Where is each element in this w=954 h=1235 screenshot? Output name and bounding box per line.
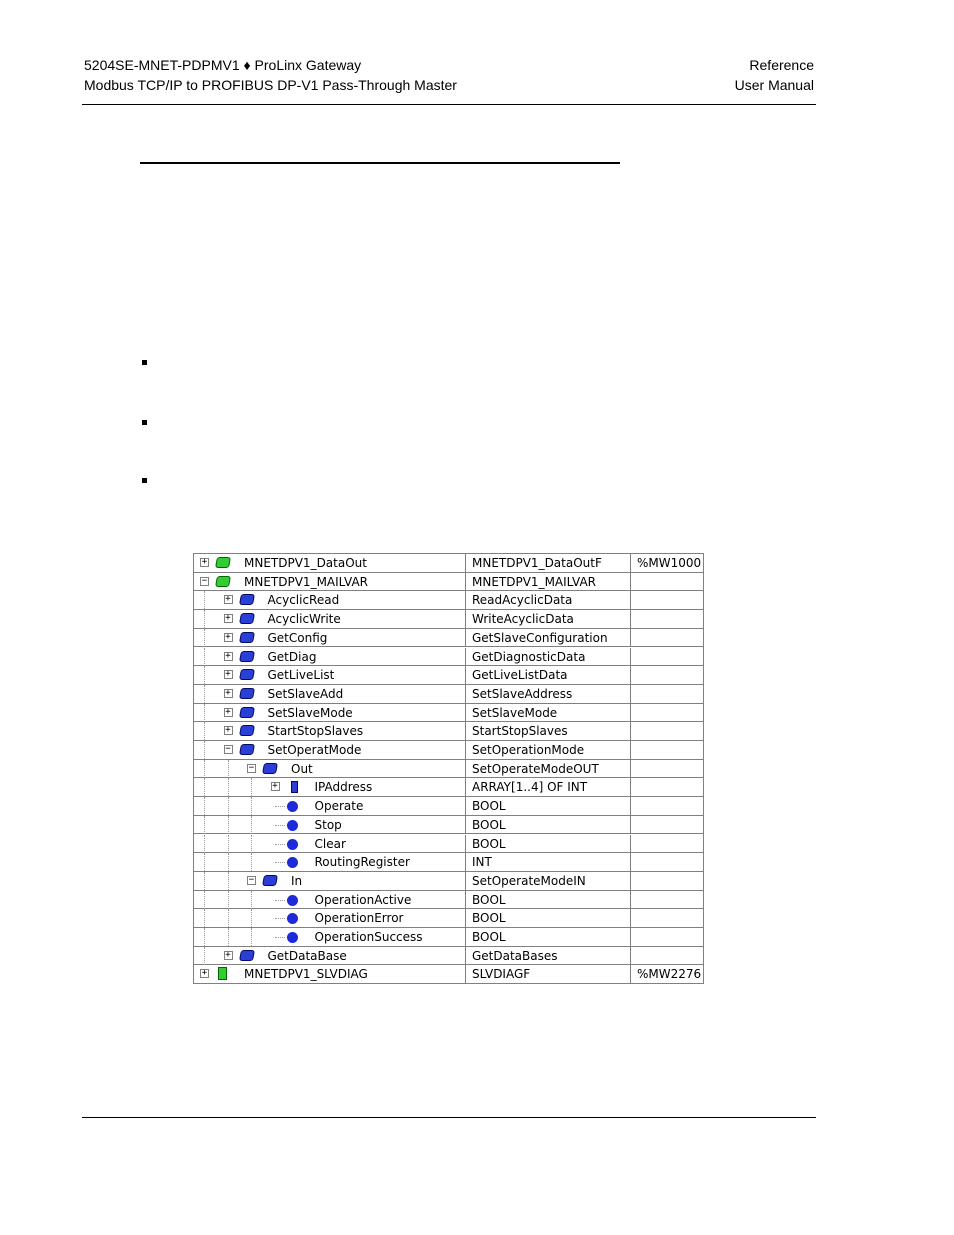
struct-blue-icon	[239, 744, 255, 755]
tree-row[interactable]	[194, 797, 703, 816]
tree-address-cell	[630, 872, 703, 890]
tree-address-cell	[630, 797, 703, 815]
tree-name-cell	[194, 704, 465, 722]
tree-name-cell	[194, 872, 465, 890]
tree-name-cell	[194, 778, 465, 796]
tree-row[interactable]	[194, 778, 703, 797]
tree-guide-line	[228, 891, 229, 909]
tree-variable-name: IPAddress	[314, 780, 373, 795]
tree-row[interactable]	[194, 666, 703, 685]
tree-type-cell: BOOL	[465, 928, 630, 946]
expand-icon[interactable]: +	[225, 706, 231, 717]
tree-type-cell: SetOperationMode	[465, 741, 630, 759]
section-title-rule	[140, 162, 620, 164]
tree-guide-line	[228, 853, 229, 871]
tree-variable-name: GetDataBase	[267, 948, 347, 963]
tree-variable-name: GetConfig	[267, 630, 328, 645]
tree-guide-line	[204, 835, 205, 853]
collapse-icon[interactable]: −	[248, 874, 255, 885]
header-rule	[82, 104, 816, 105]
tree-row[interactable]	[194, 909, 703, 928]
struct-green-icon	[215, 557, 231, 568]
tree-row[interactable]	[194, 872, 703, 891]
tree-row[interactable]	[194, 947, 703, 966]
tree-type-cell: SLVDIAGF	[465, 965, 630, 984]
struct-blue-icon	[239, 688, 255, 699]
tree-variable-name: OperationSuccess	[314, 930, 423, 944]
tree-name-cell	[194, 891, 465, 909]
tree-guide-line	[204, 722, 205, 740]
tree-variable-name: AcyclicWrite	[267, 612, 341, 627]
tree-variable-name: RoutingRegister	[314, 855, 410, 870]
tree-address-cell	[630, 853, 703, 871]
tree-row[interactable]	[194, 835, 703, 854]
tree-type-cell: ARRAY[1..4] OF INT	[465, 778, 630, 796]
tree-variable-name: GetDiag	[267, 649, 317, 664]
tree-branch-line	[275, 937, 285, 938]
tree-name-cell	[194, 835, 465, 853]
struct-blue-icon	[239, 613, 255, 624]
tree-guide-line	[251, 891, 252, 909]
tree-guide-line	[251, 835, 252, 853]
tree-guide-line	[228, 872, 229, 890]
tree-row[interactable]	[194, 648, 703, 667]
tree-variable-name: MNETDPV1_MAILVAR	[244, 574, 369, 589]
tree-name-cell	[194, 928, 465, 946]
tree-type-cell: BOOL	[465, 816, 630, 834]
bullet-marker	[142, 360, 147, 365]
tree-guide-line	[251, 797, 252, 815]
tree-guide-line	[228, 797, 229, 815]
struct-blue-icon	[239, 669, 255, 680]
tree-address-cell	[630, 666, 703, 684]
tree-type-cell: WriteAcyclicData	[465, 610, 630, 628]
tree-name-cell	[194, 722, 465, 740]
tree-type-cell: GetSlaveConfiguration	[465, 629, 630, 647]
tree-guide-line	[228, 760, 229, 778]
tree-variable-name: OperationError	[314, 911, 404, 926]
tree-guide-line	[204, 853, 205, 871]
tree-name-cell	[194, 554, 465, 572]
tree-address-cell	[630, 591, 703, 609]
tree-name-cell	[194, 573, 465, 591]
variable-tree-table	[193, 553, 704, 984]
tree-address-cell	[630, 685, 703, 703]
header-product-title: 5204SE-MNET-PDPMV1 ♦ ProLinx Gateway	[84, 57, 362, 73]
tree-branch-line	[275, 900, 285, 901]
tree-row[interactable]	[194, 928, 703, 947]
tree-row[interactable]	[194, 629, 703, 648]
tree-guide-line	[204, 760, 205, 778]
tree-row[interactable]	[194, 722, 703, 741]
header-product-subtitle: Modbus TCP/IP to PROFIBUS DP-V1 Pass-Through Master	[84, 77, 457, 93]
tree-guide-line	[204, 947, 205, 965]
struct-blue-icon	[239, 707, 255, 718]
tree-guide-line	[204, 629, 205, 647]
struct-blue-icon	[239, 632, 255, 643]
bool-icon	[287, 913, 298, 924]
collapse-icon[interactable]: −	[225, 744, 231, 754]
expand-icon[interactable]: +	[225, 650, 231, 661]
tree-branch-line	[275, 825, 285, 826]
tree-address-cell	[630, 629, 703, 647]
tree-row[interactable]	[194, 760, 703, 779]
tree-variable-name: SetOperatMode	[267, 743, 362, 757]
bullet-marker	[142, 478, 147, 483]
tree-guide-line	[204, 648, 205, 666]
tree-branch-line	[275, 844, 285, 845]
expand-icon[interactable]: +	[272, 781, 278, 792]
struct-blue-icon	[239, 725, 255, 736]
expand-icon[interactable]: +	[225, 669, 231, 680]
tree-type-cell: MNETDPV1_MAILVAR	[465, 573, 630, 591]
tree-variable-name: GetLiveList	[267, 668, 335, 683]
tree-guide-line	[204, 816, 205, 834]
tree-address-cell	[630, 778, 703, 796]
tree-name-cell	[194, 965, 465, 984]
tree-address-cell	[630, 741, 703, 759]
collapse-icon[interactable]: −	[201, 575, 208, 586]
expand-icon[interactable]: +	[225, 949, 231, 960]
tree-guide-line	[251, 909, 252, 927]
expand-icon[interactable]: +	[201, 557, 208, 567]
tree-branch-line	[275, 918, 285, 919]
tree-type-cell: ReadAcyclicData	[465, 591, 630, 609]
tree-guide-line	[204, 666, 205, 684]
tree-variable-name: MNETDPV1_DataOut	[244, 556, 367, 570]
tree-guide-line	[251, 853, 252, 871]
struct-green-icon	[215, 576, 231, 587]
tree-variable-name: OperationActive	[314, 892, 412, 907]
tree-address-cell	[630, 891, 703, 909]
tree-variable-name: Stop	[314, 817, 342, 832]
tree-guide-line	[228, 909, 229, 927]
tree-name-cell	[194, 816, 465, 834]
tree-type-cell: MNETDPV1_DataOutF	[465, 554, 630, 572]
expand-icon[interactable]: +	[225, 687, 231, 698]
expand-icon[interactable]: +	[225, 725, 231, 736]
tree-type-cell: SetOperateModeOUT	[465, 760, 630, 778]
tree-address-cell	[630, 648, 703, 666]
tree-variable-name: AcyclicRead	[267, 593, 340, 608]
collapse-icon[interactable]: −	[248, 762, 255, 773]
tree-name-cell	[194, 685, 465, 703]
struct-blue-icon	[239, 950, 255, 961]
tree-guide-line	[204, 928, 205, 946]
tree-name-cell	[194, 591, 465, 609]
tree-guide-line	[228, 835, 229, 853]
expand-icon[interactable]: +	[225, 631, 231, 642]
tree-name-cell	[194, 947, 465, 965]
tree-type-cell: BOOL	[465, 909, 630, 927]
struct-blue-icon	[262, 763, 278, 774]
tree-type-cell: BOOL	[465, 797, 630, 815]
tree-address-cell	[630, 816, 703, 834]
tree-guide-line	[204, 704, 205, 722]
tree-name-cell	[194, 666, 465, 684]
tree-address-cell	[630, 928, 703, 946]
tree-name-cell	[194, 741, 465, 759]
tree-variable-name: MNETDPV1_SLVDIAG	[244, 967, 368, 982]
tree-variable-name: StartStopSlaves	[267, 724, 364, 739]
tree-name-cell	[194, 760, 465, 778]
tree-address-cell	[630, 573, 703, 591]
tree-type-cell: StartStopSlaves	[465, 722, 630, 740]
tree-address-cell	[630, 722, 703, 740]
tree-guide-line	[204, 741, 205, 759]
tree-variable-name: In	[291, 873, 303, 888]
bool-icon	[287, 839, 298, 850]
tree-address-cell	[630, 909, 703, 927]
tree-type-cell: BOOL	[465, 891, 630, 909]
tree-type-cell: GetLiveListData	[465, 666, 630, 684]
bool-icon	[287, 895, 298, 906]
tree-name-cell	[194, 853, 465, 871]
tree-row[interactable]	[194, 573, 703, 592]
tree-guide-line	[228, 928, 229, 946]
diag-icon	[218, 967, 227, 980]
tree-guide-line	[204, 872, 205, 890]
tree-name-cell	[194, 629, 465, 647]
expand-icon[interactable]: +	[201, 968, 208, 979]
tree-address-cell	[630, 947, 703, 965]
tree-row[interactable]	[194, 704, 703, 723]
tree-row[interactable]	[194, 816, 703, 835]
tree-branch-line	[275, 862, 285, 863]
tree-name-cell	[194, 909, 465, 927]
tree-variable-name: Clear	[314, 836, 346, 851]
expand-icon[interactable]: +	[225, 613, 231, 624]
tree-guide-line	[204, 891, 205, 909]
page-header-right	[735, 55, 814, 95]
struct-blue-icon	[262, 875, 278, 886]
tree-row[interactable]	[194, 610, 703, 629]
struct-blue-icon	[239, 651, 255, 662]
header-doc-type: User Manual	[734, 77, 814, 93]
tree-name-cell	[194, 610, 465, 628]
footer-rule	[82, 1117, 816, 1118]
tree-guide-line	[228, 816, 229, 834]
tree-name-cell	[194, 797, 465, 815]
tree-type-cell: SetSlaveMode	[465, 704, 630, 722]
tree-type-cell: GetDataBases	[465, 947, 630, 965]
tree-row[interactable]	[194, 554, 703, 573]
tree-type-cell: INT	[465, 853, 630, 871]
tree-row[interactable]	[194, 853, 703, 872]
tree-address-cell: %MW1000	[630, 554, 703, 572]
bool-icon	[287, 801, 298, 812]
tree-guide-line	[204, 797, 205, 815]
tree-guide-line	[204, 909, 205, 927]
tree-guide-line	[251, 816, 252, 834]
tree-type-cell: SetSlaveAddress	[465, 685, 630, 703]
tree-row[interactable]	[194, 741, 703, 760]
tree-row[interactable]	[194, 891, 703, 910]
tree-row[interactable]	[194, 685, 703, 704]
bool-icon	[287, 932, 298, 943]
header-section: Reference	[749, 57, 814, 73]
expand-icon[interactable]: +	[225, 594, 231, 605]
tree-address-cell	[630, 835, 703, 853]
page-header-left	[84, 55, 457, 95]
tree-row[interactable]	[194, 591, 703, 610]
tree-type-cell: GetDiagnosticData	[465, 648, 630, 666]
tree-variable-name: Operate	[314, 799, 364, 814]
tree-guide-line	[251, 778, 252, 796]
array-icon	[291, 781, 298, 793]
tree-address-cell	[630, 704, 703, 722]
tree-type-cell: BOOL	[465, 835, 630, 853]
tree-variable-name: SetSlaveAdd	[267, 686, 344, 701]
tree-address-cell: %MW2276	[630, 965, 703, 984]
bullet-marker	[142, 420, 147, 425]
tree-address-cell	[630, 760, 703, 778]
struct-blue-icon	[239, 594, 255, 605]
tree-address-cell	[630, 610, 703, 628]
tree-guide-line	[204, 591, 205, 609]
tree-variable-name: Out	[291, 761, 313, 776]
tree-guide-line	[251, 928, 252, 946]
tree-guide-line	[204, 610, 205, 628]
bool-icon	[287, 820, 298, 831]
tree-type-cell: SetOperateModeIN	[465, 872, 630, 890]
tree-guide-line	[228, 778, 229, 796]
tree-variable-name: SetSlaveMode	[267, 705, 353, 720]
tree-guide-line	[204, 778, 205, 796]
tree-guide-line	[204, 685, 205, 703]
tree-name-cell	[194, 648, 465, 666]
tree-branch-line	[275, 806, 285, 807]
bool-icon	[287, 857, 298, 868]
tree-row[interactable]	[194, 965, 703, 984]
